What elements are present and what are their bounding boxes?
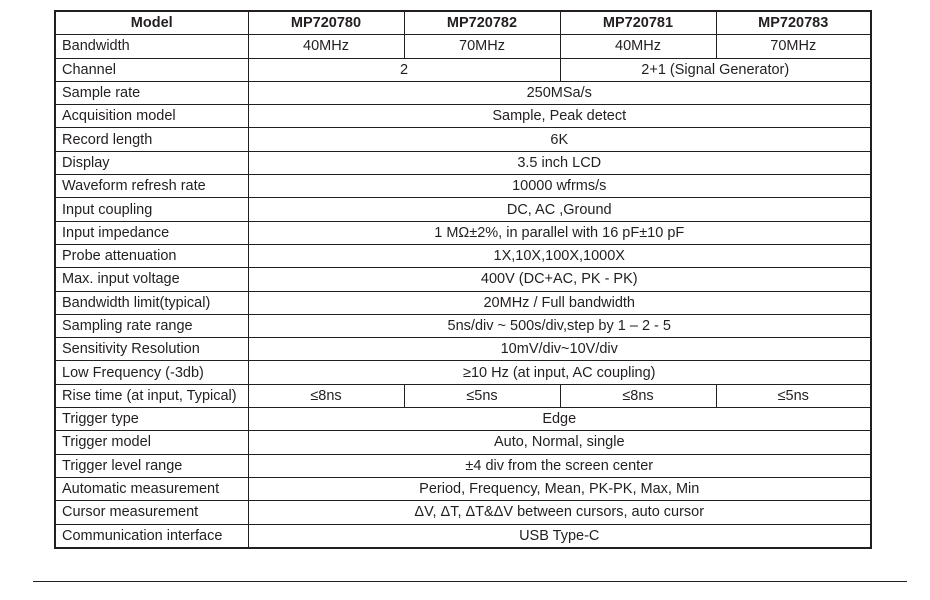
row-label: Trigger type [55, 408, 248, 431]
table-row [55, 221, 871, 244]
cursor-measurement-value: ΔV, ΔT, ΔT&ΔV between cursors, auto cursor [248, 501, 871, 524]
display-value: 3.5 inch LCD [248, 151, 871, 174]
header-row [55, 11, 871, 35]
row-label: Low Frequency (-3db) [55, 361, 248, 384]
row-label: Waveform refresh rate [55, 175, 248, 198]
model-mp720781: MP720781 [560, 11, 716, 35]
table-row [55, 408, 871, 431]
rise-time-value: ≤5ns [716, 384, 871, 407]
table-row [55, 268, 871, 291]
rise-time-value: ≤8ns [248, 384, 404, 407]
table-row [55, 291, 871, 314]
probe-attenuation-value: 1X,10X,100X,1000X [248, 244, 871, 267]
table-row [55, 81, 871, 104]
bandwidth-value: 40MHz [248, 35, 404, 58]
communication-interface-value: USB Type-C [248, 524, 871, 548]
model-mp720783: MP720783 [716, 11, 871, 35]
table-row [55, 314, 871, 337]
acquisition-model-value: Sample, Peak detect [248, 105, 871, 128]
table-row [55, 501, 871, 524]
channel-value: 2+1 (Signal Generator) [560, 58, 871, 81]
bandwidth-value: 70MHz [404, 35, 560, 58]
row-label: Record length [55, 128, 248, 151]
max-input-voltage-value: 400V (DC+AC, PK - PK) [248, 268, 871, 291]
bottom-divider [33, 581, 907, 582]
table-row [55, 198, 871, 221]
rise-time-value: ≤8ns [560, 384, 716, 407]
trigger-type-value: Edge [248, 408, 871, 431]
row-label: Channel [55, 58, 248, 81]
row-label: Display [55, 151, 248, 174]
rise-time-value: ≤5ns [404, 384, 560, 407]
row-label: Input impedance [55, 221, 248, 244]
sensitivity-resolution-value: 10mV/div~10V/div [248, 338, 871, 361]
input-impedance-value: 1 MΩ±2%, in parallel with 16 pF±10 pF [248, 221, 871, 244]
table-row [55, 35, 871, 58]
table-row [55, 105, 871, 128]
table-row [55, 128, 871, 151]
row-label: Automatic measurement [55, 477, 248, 500]
bandwidth-value: 70MHz [716, 35, 871, 58]
bandwidth-value: 40MHz [560, 35, 716, 58]
table-row [55, 454, 871, 477]
specification-table [54, 10, 872, 549]
record-length-value: 6K [248, 128, 871, 151]
table-row [55, 338, 871, 361]
table-row [55, 361, 871, 384]
row-label: Max. input voltage [55, 268, 248, 291]
model-mp720782: MP720782 [404, 11, 560, 35]
sample-rate-value: 250MSa/s [248, 81, 871, 104]
row-label: Communication interface [55, 524, 248, 548]
trigger-level-range-value: ±4 div from the screen center [248, 454, 871, 477]
table-row [55, 524, 871, 548]
table-row [55, 151, 871, 174]
channel-value: 2 [248, 58, 560, 81]
row-label: Sampling rate range [55, 314, 248, 337]
table-row [55, 244, 871, 267]
row-label: Sensitivity Resolution [55, 338, 248, 361]
waveform-refresh-rate-value: 10000 wfrms/s [248, 175, 871, 198]
input-coupling-value: DC, AC ,Ground [248, 198, 871, 221]
model-mp720780: MP720780 [248, 11, 404, 35]
sampling-rate-range-value: 5ns/div ~ 500s/div,step by 1 – 2 - 5 [248, 314, 871, 337]
row-label: Trigger level range [55, 454, 248, 477]
row-label: Input coupling [55, 198, 248, 221]
bandwidth-limit-value: 20MHz / Full bandwidth [248, 291, 871, 314]
model-header: Model [55, 11, 248, 35]
automatic-measurement-value: Period, Frequency, Mean, PK-PK, Max, Min [248, 477, 871, 500]
row-label: Sample rate [55, 81, 248, 104]
table-row [55, 58, 871, 81]
row-label: Rise time (at input, Typical) [55, 384, 248, 407]
row-label: Bandwidth limit(typical) [55, 291, 248, 314]
row-label: Probe attenuation [55, 244, 248, 267]
trigger-model-value: Auto, Normal, single [248, 431, 871, 454]
table-row [55, 431, 871, 454]
table-row [55, 175, 871, 198]
table-row [55, 384, 871, 407]
table-row [55, 477, 871, 500]
row-label: Acquisition model [55, 105, 248, 128]
row-label: Bandwidth [55, 35, 248, 58]
row-label: Cursor measurement [55, 501, 248, 524]
low-frequency-value: ≥10 Hz (at input, AC coupling) [248, 361, 871, 384]
row-label: Trigger model [55, 431, 248, 454]
